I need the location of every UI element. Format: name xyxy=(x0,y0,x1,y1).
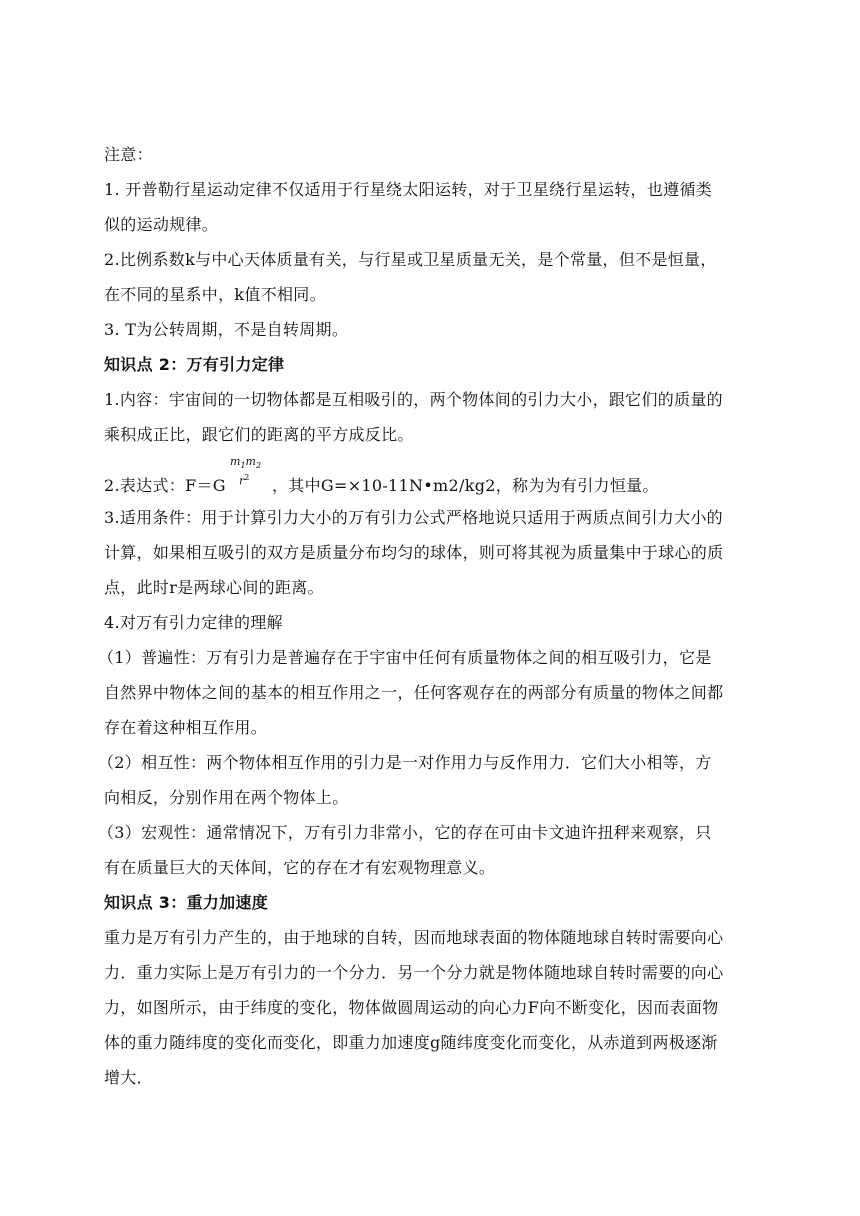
universality-line-2: 自然界中物体之间的基本的相互作用之一，任何客观存在的两部分有质量的物体之间都 xyxy=(104,683,724,702)
denominator-exponent: 2 xyxy=(244,473,250,482)
note-1-line-2: 似的运动规律。 xyxy=(104,215,219,234)
document-body xyxy=(98,140,764,1092)
numerator-m1: m xyxy=(230,455,241,468)
note-2-line-2: 在不同的星系中，k值不相同。 xyxy=(104,285,326,304)
fraction-denominator xyxy=(239,471,249,489)
universality-line-3: 存在着这种相互作用。 xyxy=(104,718,268,737)
gravity-line-5: 增大． xyxy=(104,1068,153,1087)
mutuality-line-1: （2）相互性：两个物体相互作用的引力是一对作用力与反作用力．它们大小相等，方 xyxy=(98,753,712,772)
gravity-line-4: 体的重力随纬度的变化而变化，即重力加速度g随纬度变化而变化，从赤道到两极逐渐 xyxy=(104,1033,718,1052)
macroscopic-line-1: （3）宏观性：通常情况下，万有引力非常小，它的存在可由卡文迪许扭秤来观察，只 xyxy=(98,823,712,842)
mutuality-line-2: 向相反，分别作用在两个物体上。 xyxy=(104,788,349,807)
section-3-heading: 知识点 3：重力加速度 xyxy=(104,893,269,912)
gravity-line-2: 力．重力实际上是万有引力的一个分力．另一个分力就是物体随地球自转时需要的向心 xyxy=(104,963,724,982)
universality-line-1: （1）普遍性：万有引力是普遍存在于宇宙中任何有质量物体之间的相互吸引力，它是 xyxy=(98,648,712,667)
expression-suffix: ，其中G=×10-11N•m2/kg2，称为为有引力恒量。 xyxy=(272,476,659,495)
condition-line-2: 计算，如果相互吸引的双方是质量分布均匀的球体，则可将其视为质量集中于球心的质 xyxy=(104,543,724,562)
denominator-r: r xyxy=(239,474,245,488)
note-1-line-1: 1. 开普勒行星运动定律不仅适用于行星绕太阳运转，对于卫星绕行星运转，也遵循类 xyxy=(104,180,713,199)
condition-line-3: 点，此时r是两球心间的距离。 xyxy=(104,578,324,597)
gravity-formula-fraction xyxy=(230,455,270,499)
notes-title: 注意： xyxy=(104,145,153,164)
content-line-2: 乘积成正比，跟它们的距离的平方成反比。 xyxy=(104,425,414,444)
understanding-title: 4.对万有引力定律的理解 xyxy=(104,613,283,632)
numerator-sub-2: 2 xyxy=(255,461,262,471)
section-2-heading: 知识点 2：万有引力定律 xyxy=(104,355,285,374)
gravity-line-1: 重力是万有引力产生的，由于地球的自转，因而地球表面的物体随地球自转时需要向心 xyxy=(104,928,724,947)
numerator-m2: m xyxy=(245,455,256,468)
note-3: 3. T为公转周期，不是自转周期。 xyxy=(104,320,349,339)
content-line-1: 1.内容：宇宙间的一切物体都是互相吸引的，两个物体间的引力大小，跟它们的质量的 xyxy=(104,390,723,409)
expression-prefix: 2.表达式：F＝G xyxy=(104,476,226,495)
condition-line-1: 3.适用条件：用于计算引力大小的万有引力公式严格地说只适用于两质点间引力大小的 xyxy=(104,508,723,527)
numerator-sub-1: 1 xyxy=(240,461,246,471)
note-2-line-1: 2.比例系数k与中心天体质量有关，与行星或卫星质量无关，是个常量，但不是恒量， xyxy=(104,250,717,269)
expression-line xyxy=(104,455,764,497)
gravity-line-3: 力，如图所示，由于纬度的变化，物体做圆周运动的向心力F向不断变化，因而表面物 xyxy=(104,998,719,1017)
macroscopic-line-2: 有在质量巨大的天体间，它的存在才有宏观物理意义。 xyxy=(104,858,496,877)
